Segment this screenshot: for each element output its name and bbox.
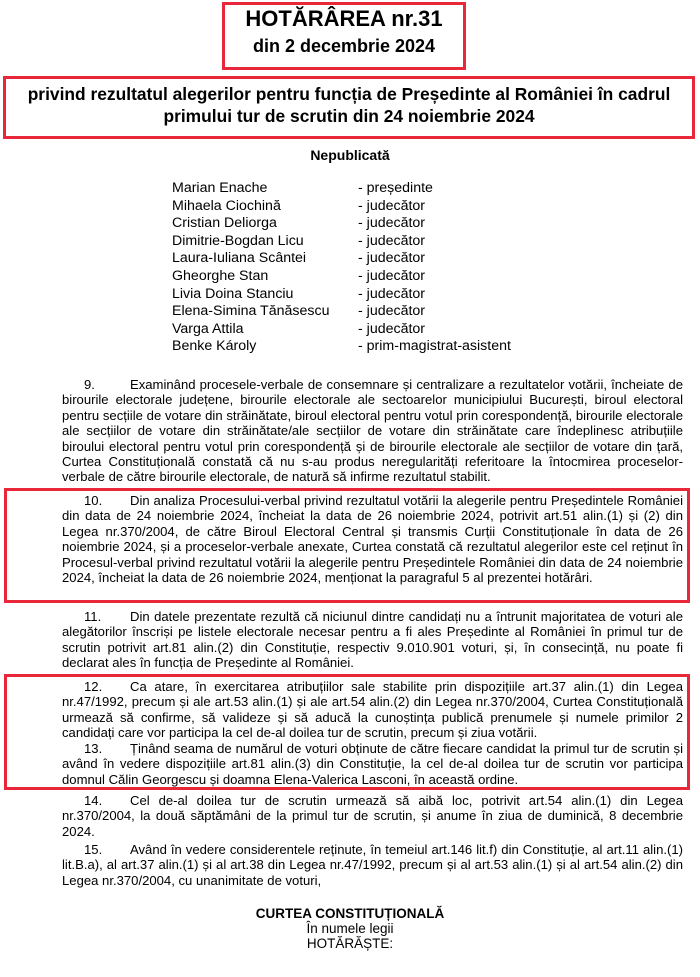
- paragraph-number: 12.: [84, 679, 103, 694]
- paragraph-text: Din analiza Procesului-verbal privind rezultatul votării la alegerile pentru Președintele României din data de 24 noiembrie 2024, încheiat la data de 26 noiembrie 2024, potrivit art.51 alin.(1) și (2) din Legea nr.370/2004, de către Biroul Electoral Central și transmis Curții Constituționale în data de 26 noiembrie 2024, și a proceselor-verbale anexate, Curtea constată că rezultatul alegerilor este cel reținut în Procesul-verbal privind rezultatul votării la alegerile pentru Președintele României din data de 24 noiembrie 2024, încheiat la data de 26 noiembrie 2024, menționat la paragraful 5 al prezentei hotărâri.: [62, 493, 683, 586]
- court-name: CURTEA CONSTITUȚIONALĂ: [255, 906, 445, 921]
- document-date: din 2 decembrie 2024: [252, 36, 436, 56]
- paragraph-13: [62, 741, 683, 787]
- paragraph-text: Având în vedere considerentele reținute, în temeiul art.146 lit.f) din Constituție, al art.11 alin.(1) lit.B.a), al art.37 alin.(1) și al art.38 din Legea nr.47/1992, precum și al art.53 alin.(1) și al art.54 alin.(2) din Legea nr.370/2004, cu unanimitate de voturi,: [62, 842, 683, 888]
- paragraph-number: 13.: [84, 741, 103, 756]
- judge-name: Varga Attila: [172, 320, 244, 337]
- judge-name: Cristian Deliorga: [172, 215, 277, 232]
- paragraph-number: 9.: [84, 377, 95, 392]
- judge-role: - prim-magistrat-asistent: [358, 338, 511, 355]
- judge-role: - președinte: [358, 180, 433, 196]
- judge-name: Gheorghe Stan: [172, 267, 269, 284]
- paragraph-text: Ținând seama de numărul de voturi obținute de către fiecare candidat la primul tur de scrutin și având în vedere dispozițiile art.81 alin.(3) din Constituție, la cel de-al doilea tur de scrutin vor participa domnul Călin Georgescu și doamna Elena-Valerica Lasconi, în această ordine.: [62, 741, 683, 787]
- paragraph-10: [62, 493, 683, 585]
- paragraph-11: [62, 609, 683, 671]
- document-subject: privind rezultatul alegerilor pentru funcția de Președinte al României în cadrul primului tur de scrutin din 24 noiembrie 2024: [27, 84, 671, 126]
- judge-role: - judecător: [358, 285, 426, 302]
- paragraph-number: 14.: [84, 793, 103, 808]
- judge-role: - judecător: [358, 197, 426, 214]
- paragraph-number: 11.: [84, 609, 102, 624]
- paragraph-text: Ca atare, în exercitarea atribuțiilor sale stabilite prin dispozițiile art.37 alin.(1) din Legea nr.47/1992, precum și ale art.53 alin.(1) și ale art.54 alin.(2) din Legea nr.370/2004, Curtea Constituțională urmează să confirme, să valideze și să aducă la cunoștința publică prenumele și numele primilor 2 candidați care vor participa la cel de-al doilea tur de scrutin, precum și ziua votării.: [62, 679, 683, 741]
- judge-role: - judecător: [358, 267, 426, 284]
- paragraph-text: Din datele prezentate rezultă că niciunul dintre candidați nu a întrunit majoritatea de voturi ale alegătorilor înscriși pe listele electorale necesar pentru a fi ales Președinte al României în primul tur de scrutin potrivit art.81 alin.(2) din Constituție, respectiv 9.010.901 voturi, și, în consecință, nu poate fi declarat ales în funcția de Președinte al României.: [62, 609, 683, 671]
- paragraph-15: [62, 842, 683, 888]
- paragraph-14: [62, 793, 683, 839]
- judge-name: Mihaela Ciochină: [172, 197, 281, 214]
- judge-name: Marian Enache: [172, 180, 268, 196]
- judge-role: - judecător: [358, 215, 426, 232]
- judge-name: Livia Doina Stanciu: [172, 285, 294, 302]
- paragraph-12: [62, 679, 683, 741]
- judge-role: - judecător: [358, 232, 426, 249]
- paragraph-number: 15.: [84, 842, 103, 857]
- judge-name: Dimitrie-Bogdan Licu: [172, 232, 304, 249]
- publication-status: Nepublicată: [310, 147, 390, 163]
- judge-role: - judecător: [358, 320, 426, 337]
- paragraph-text: Cel de-al doilea tur de scrutin urmează să aibă loc, potrivit art.54 alin.(1) din Legea nr.370/2004, la două săptămâni de la primul tur de scrutin, și anume în ziua de duminică, 8 decembrie 2024.: [62, 793, 683, 839]
- decision-heading: HOTĂRĂȘTE:: [306, 936, 394, 951]
- judge-name: Laura-Iuliana Scântei: [172, 250, 307, 267]
- in-the-name-of-law: În numele legii: [306, 921, 394, 936]
- judge-role: - judecător: [358, 250, 426, 267]
- judge-name: Benke Károly: [172, 338, 257, 355]
- paragraph-text: Examinând procesele-verbale de consemnare și centralizare a rezultatelor votării, încheiate de birourile electorale județene, birourile electorale ale sectoarelor municipiului București, biroul electoral pentru secțiile de votare din străinătate, biroul electoral pentru votul prin corespondență, birourile electorale ale secțiilor de votare din străinătate/ale secțiilor de votare din străinătate care îndeplinesc atribuțiile biroului electoral pentru votul prin corespondență și de birourile electorale ale secțiilor de votare din țară, Curtea Constituțională constată că nu s-au produs neregularități referitoare la întocmirea proceselor-verbale de către birourile electorale, de natură să infirme rezultatul stabilit.: [62, 377, 683, 485]
- paragraph-9: [62, 377, 683, 485]
- paragraph-number: 10.: [84, 493, 103, 508]
- judge-name: Elena-Simina Tănăsescu: [172, 303, 330, 320]
- judge-role: - judecător: [358, 303, 426, 320]
- document-title: HOTĂRÂREA nr.31: [245, 6, 443, 31]
